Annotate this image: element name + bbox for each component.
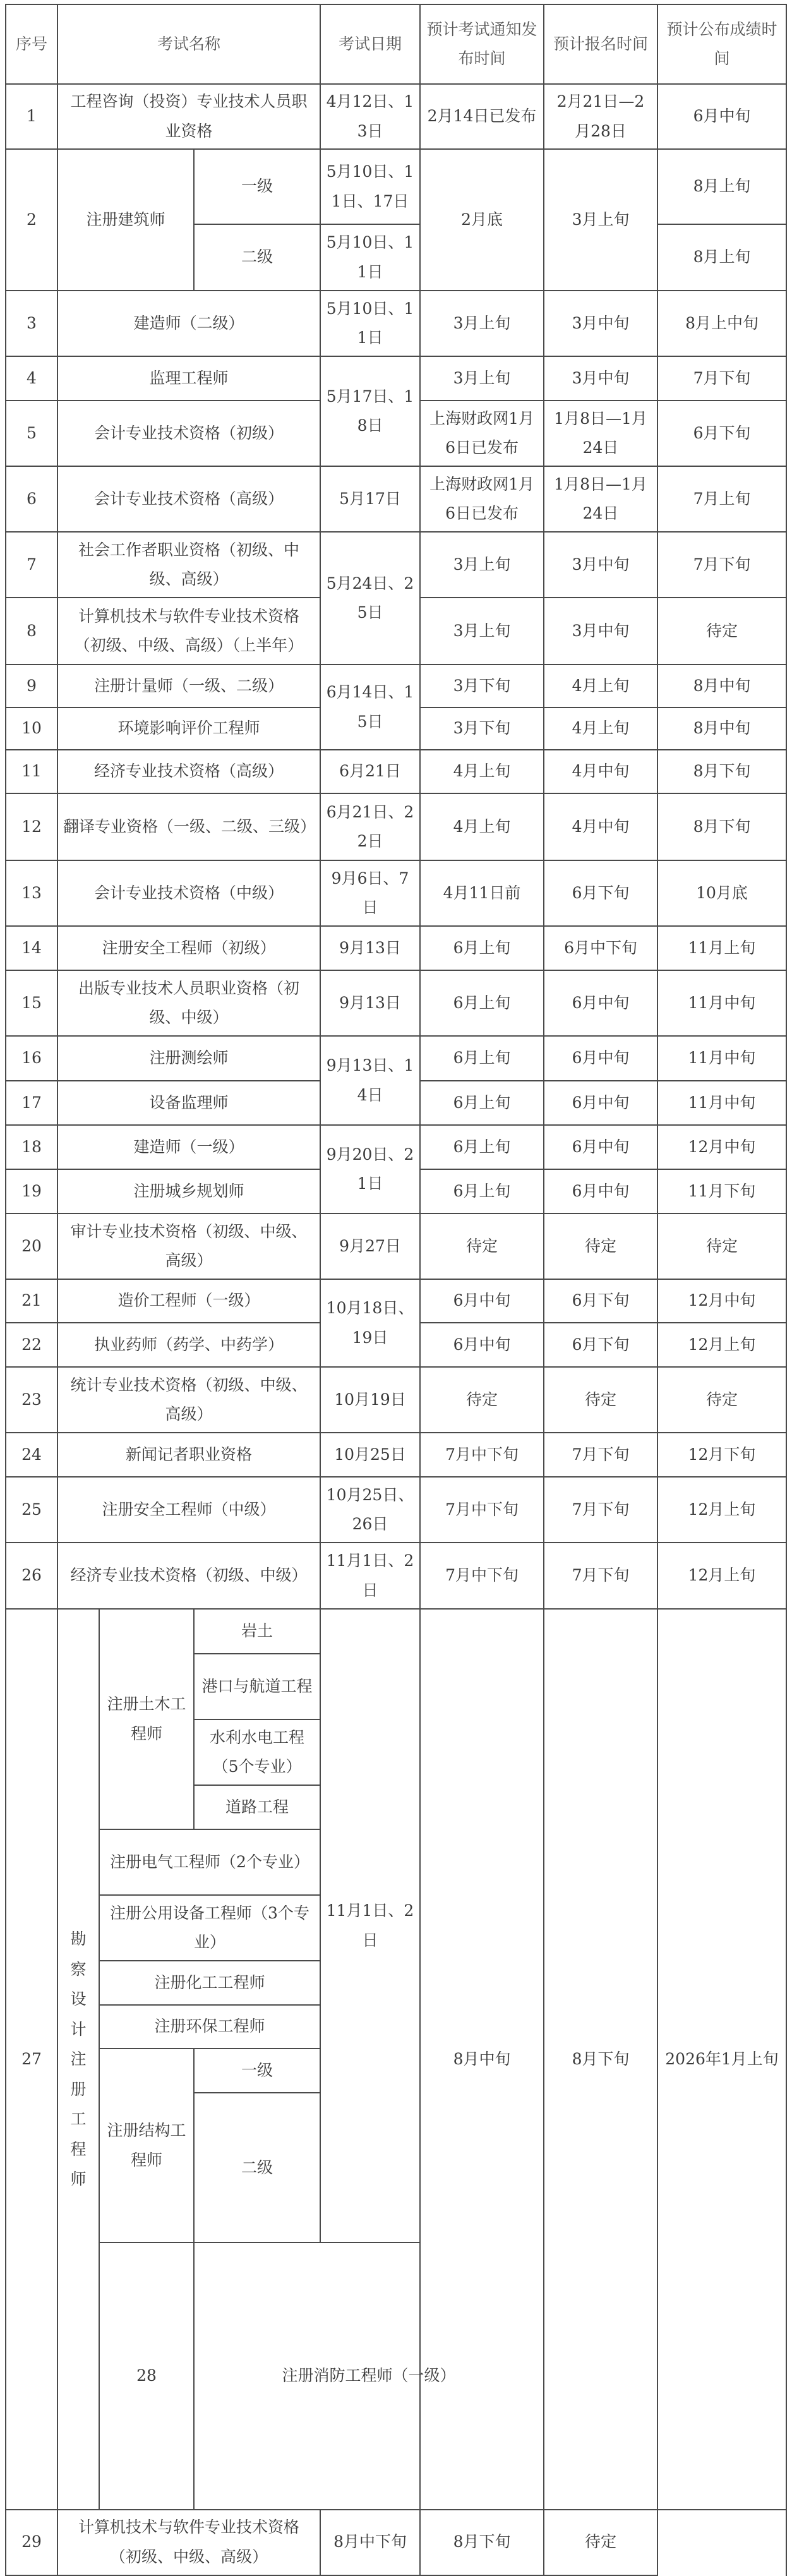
table-row xyxy=(6,291,786,356)
row-no: 29 xyxy=(6,2510,57,2575)
exam-date: 10月25日、26日 xyxy=(320,1477,420,1543)
notice-time: 3月上旬 xyxy=(420,291,544,356)
table-row xyxy=(6,2510,786,2575)
exam-date: 11月1日、2日 xyxy=(320,1543,420,1609)
notice-time: 8月中下旬 xyxy=(320,2510,420,2575)
notice-time: 6月上旬 xyxy=(420,926,544,970)
register-time: 2月21日—2月28日 xyxy=(544,84,657,149)
register-time: 6月中旬 xyxy=(544,1125,657,1169)
result-time: 8月下旬 xyxy=(657,793,786,860)
row-no: 18 xyxy=(6,1125,57,1169)
result-time: 12月中旬 xyxy=(657,1125,786,1169)
exam-name: 计算机技术与软件专业技术资格（初级、中级、高级）（上半年） xyxy=(57,598,320,665)
table-row xyxy=(6,1433,786,1477)
notice-time: 8月中旬 xyxy=(420,1609,544,2510)
row-no: 7 xyxy=(6,532,57,598)
exam-subtype: 一级 xyxy=(194,149,320,224)
result-time: 12月上旬 xyxy=(657,1323,786,1367)
notice-time: 2月底 xyxy=(420,149,544,291)
table-row xyxy=(6,793,786,860)
exam-name: 注册电气工程师（2个专业） xyxy=(99,1829,320,1895)
register-time: 4月中旬 xyxy=(544,750,657,793)
result-time: 8月上中旬 xyxy=(657,291,786,356)
exam-name: 注册城乡规划师 xyxy=(57,1169,320,1213)
result-time: 7月下旬 xyxy=(657,356,786,400)
result-time: 12月上旬 xyxy=(657,1477,786,1543)
result-time: 7月下旬 xyxy=(657,532,786,598)
result-time: 待定 xyxy=(657,1367,786,1433)
exam-name: 建造师（一级） xyxy=(57,1125,320,1169)
result-time: 11月中旬 xyxy=(657,970,786,1036)
row-no: 9 xyxy=(6,665,57,707)
row-no: 16 xyxy=(6,1036,57,1081)
notice-time: 6月上旬 xyxy=(420,970,544,1036)
table-row xyxy=(6,665,786,707)
exam-date: 5月10日、11日、17日 xyxy=(320,149,420,224)
exam-date: 6月21日 xyxy=(320,750,420,793)
result-time: 6月中旬 xyxy=(657,84,786,149)
header-notice: 预计考试通知发布时间 xyxy=(420,4,544,84)
row-no: 14 xyxy=(6,926,57,970)
header-result: 预计公布成绩时间 xyxy=(657,4,786,84)
notice-time: 3月上旬 xyxy=(420,356,544,400)
exam-date: 9月27日 xyxy=(320,1213,420,1279)
result-time: 8月上旬 xyxy=(657,224,786,291)
exam-group-label: 勘察设计注册工程师 xyxy=(70,1930,87,2188)
exam-name: 会计专业技术资格（初级） xyxy=(57,400,320,466)
exam-name: 审计专业技术资格（初级、中级、高级） xyxy=(57,1213,320,1279)
exam-name: 注册土木工程师 xyxy=(99,1609,194,1829)
exam-name: 工程咨询（投资）专业技术人员职业资格 xyxy=(57,84,320,149)
table-row xyxy=(6,1125,786,1169)
result-time: 待定 xyxy=(657,598,786,665)
header-name: 考试名称 xyxy=(57,4,320,84)
exam-name: 设备监理师 xyxy=(57,1081,320,1125)
register-time: 6月下旬 xyxy=(544,1323,657,1367)
notice-time: 4月11日前 xyxy=(420,860,544,926)
result-time: 8月下旬 xyxy=(657,750,786,793)
notice-time: 6月中旬 xyxy=(420,1279,544,1323)
result-time: 待定 xyxy=(657,1213,786,1279)
result-time: 12月下旬 xyxy=(657,1433,786,1477)
row-no: 3 xyxy=(6,291,57,356)
register-time: 6月中旬 xyxy=(544,1081,657,1125)
notice-time: 待定 xyxy=(420,1367,544,1433)
table-row xyxy=(6,860,786,926)
table-row xyxy=(6,1477,786,1543)
result-time: 12月上旬 xyxy=(657,1543,786,1609)
result-time: 11月中旬 xyxy=(657,1081,786,1125)
register-time: 3月中旬 xyxy=(544,356,657,400)
table-row xyxy=(6,1367,786,1433)
header-row xyxy=(6,4,786,84)
exam-name: 注册环保工程师 xyxy=(99,2005,320,2049)
table-row xyxy=(6,970,786,1036)
row-no: 13 xyxy=(6,860,57,926)
result-time: 2026年1月上旬 xyxy=(657,1609,786,2510)
exam-date: 10月18日、19日 xyxy=(320,1279,420,1367)
result-time: 8月中旬 xyxy=(657,665,786,707)
table-row xyxy=(6,84,786,149)
exam-subtype: 水利水电工程（5个专业） xyxy=(194,1719,320,1785)
exam-date: 6月14日、15日 xyxy=(320,665,420,750)
notice-time: 3月下旬 xyxy=(420,707,544,750)
row-no: 28 xyxy=(99,2242,194,2509)
register-time: 6月中旬 xyxy=(544,1169,657,1213)
notice-time: 上海财政网1月6日已发布 xyxy=(420,400,544,466)
notice-time: 3月上旬 xyxy=(420,532,544,598)
exam-name: 经济专业技术资格（高级） xyxy=(57,750,320,793)
notice-time: 7月中下旬 xyxy=(420,1477,544,1543)
exam-name: 会计专业技术资格（高级） xyxy=(57,466,320,532)
register-time: 8月下旬 xyxy=(420,2510,544,2575)
register-time: 3月上旬 xyxy=(544,149,657,291)
row-no: 8 xyxy=(6,598,57,665)
exam-date: 5月17日 xyxy=(320,466,420,532)
table-row xyxy=(6,532,786,598)
exam-date: 9月13日、14日 xyxy=(320,1036,420,1125)
exam-date: 9月20日、21日 xyxy=(320,1125,420,1213)
register-time: 6月中旬 xyxy=(544,970,657,1036)
exam-name: 注册公用设备工程师（3个专业） xyxy=(99,1895,320,1961)
notice-time: 4月上旬 xyxy=(420,793,544,860)
register-time: 4月中旬 xyxy=(544,793,657,860)
register-time: 待定 xyxy=(544,1213,657,1279)
exam-name: 执业药师（药学、中药学） xyxy=(57,1323,320,1367)
register-time: 7月下旬 xyxy=(544,1477,657,1543)
row-no: 2 xyxy=(6,149,57,291)
row-no: 24 xyxy=(6,1433,57,1477)
exam-name: 出版专业技术人员职业资格（初级、中级） xyxy=(57,970,320,1036)
exam-name: 翻译专业资格（一级、二级、三级） xyxy=(57,793,320,860)
exam-name: 注册计量师（一级、二级） xyxy=(57,665,320,707)
row-no: 23 xyxy=(6,1367,57,1433)
row-no: 12 xyxy=(6,793,57,860)
exam-name: 会计专业技术资格（中级） xyxy=(57,860,320,926)
exam-name: 监理工程师 xyxy=(57,356,320,400)
result-time: 10月底 xyxy=(657,860,786,926)
notice-time: 4月上旬 xyxy=(420,750,544,793)
notice-time: 7月中下旬 xyxy=(420,1433,544,1477)
notice-time: 3月上旬 xyxy=(420,598,544,665)
row-no: 21 xyxy=(6,1279,57,1323)
exam-date: 4月12日、13日 xyxy=(320,84,420,149)
exam-date: 5月10日、11日 xyxy=(320,224,420,291)
table-row xyxy=(6,750,786,793)
exam-date: 5月24日、25日 xyxy=(320,532,420,665)
notice-time: 2月14日已发布 xyxy=(420,84,544,149)
register-time: 7月下旬 xyxy=(544,1543,657,1609)
table-row xyxy=(6,1213,786,1279)
row-no: 15 xyxy=(6,970,57,1036)
exam-subtype: 道路工程 xyxy=(194,1785,320,1829)
exam-name: 造价工程师（一级） xyxy=(57,1279,320,1323)
register-time: 6月中下旬 xyxy=(544,926,657,970)
row-no: 22 xyxy=(6,1323,57,1367)
row-no: 20 xyxy=(6,1213,57,1279)
register-time: 6月下旬 xyxy=(544,1279,657,1323)
exam-schedule-table xyxy=(5,4,787,2576)
exam-subtype: 二级 xyxy=(194,224,320,291)
register-time: 3月中旬 xyxy=(544,532,657,598)
notice-time: 7月中下旬 xyxy=(420,1543,544,1609)
notice-time: 上海财政网1月6日已发布 xyxy=(420,466,544,532)
exam-name: 注册测绘师 xyxy=(57,1036,320,1081)
register-time: 1月8日—1月24日 xyxy=(544,400,657,466)
exam-name: 注册建筑师 xyxy=(57,149,194,291)
result-time: 11月下旬 xyxy=(657,1169,786,1213)
exam-name: 计算机技术与软件专业技术资格（初级、中级、高级） xyxy=(57,2510,320,2575)
register-time: 1月8日—1月24日 xyxy=(544,466,657,532)
exam-subtype: 岩土 xyxy=(194,1609,320,1654)
result-time: 8月中旬 xyxy=(657,707,786,750)
notice-time: 3月下旬 xyxy=(420,665,544,707)
table-row xyxy=(6,149,786,224)
register-time: 4月上旬 xyxy=(544,707,657,750)
register-time: 4月上旬 xyxy=(544,665,657,707)
result-time: 7月上旬 xyxy=(657,466,786,532)
result-time: 8月上旬 xyxy=(657,149,786,224)
register-time: 7月下旬 xyxy=(544,1433,657,1477)
notice-time: 6月中旬 xyxy=(420,1323,544,1367)
row-no: 11 xyxy=(6,750,57,793)
notice-time: 6月上旬 xyxy=(420,1081,544,1125)
register-time: 6月中旬 xyxy=(544,1036,657,1081)
exam-group-name xyxy=(57,1609,99,2510)
table-row xyxy=(6,926,786,970)
row-no: 17 xyxy=(6,1081,57,1125)
table-row xyxy=(6,1036,786,1081)
notice-time: 6月上旬 xyxy=(420,1169,544,1213)
register-time: 3月中旬 xyxy=(544,598,657,665)
notice-time: 6月上旬 xyxy=(420,1125,544,1169)
exam-subtype: 港口与航道工程 xyxy=(194,1654,320,1719)
exam-name: 注册安全工程师（中级） xyxy=(57,1477,320,1543)
exam-date: 5月10日、11日 xyxy=(320,291,420,356)
exam-date: 9月13日 xyxy=(320,926,420,970)
row-no: 4 xyxy=(6,356,57,400)
result-time: 6月下旬 xyxy=(657,400,786,466)
exam-date: 10月25日 xyxy=(320,1433,420,1477)
exam-name: 注册化工工程师 xyxy=(99,1961,320,2005)
register-time: 6月下旬 xyxy=(544,860,657,926)
exam-date: 10月19日 xyxy=(320,1367,420,1433)
exam-date: 9月13日 xyxy=(320,970,420,1036)
exam-name: 注册消防工程师（一级） xyxy=(194,2242,544,2509)
exam-name: 统计专业技术资格（初级、中级、高级） xyxy=(57,1367,320,1433)
exam-subtype: 二级 xyxy=(194,2093,320,2242)
table-row xyxy=(6,466,786,532)
notice-time: 待定 xyxy=(420,1213,544,1279)
result-time: 11月中旬 xyxy=(657,1036,786,1081)
row-no: 5 xyxy=(6,400,57,466)
notice-time: 6月上旬 xyxy=(420,1036,544,1081)
row-no: 25 xyxy=(6,1477,57,1543)
exam-date: 5月17日、18日 xyxy=(320,356,420,466)
row-no: 10 xyxy=(6,707,57,750)
header-date: 考试日期 xyxy=(320,4,420,84)
exam-name: 经济专业技术资格（初级、中级） xyxy=(57,1543,320,1609)
table-row xyxy=(6,1279,786,1323)
row-no: 19 xyxy=(6,1169,57,1213)
exam-name: 注册安全工程师（初级） xyxy=(57,926,320,970)
register-time: 待定 xyxy=(544,1367,657,1433)
header-no: 序号 xyxy=(6,4,57,84)
exam-date: 9月6日、7日 xyxy=(320,860,420,926)
row-no: 27 xyxy=(6,1609,57,2510)
result-time: 待定 xyxy=(544,2510,657,2575)
exam-name: 环境影响评价工程师 xyxy=(57,707,320,750)
exam-name: 社会工作者职业资格（初级、中级、高级） xyxy=(57,532,320,598)
exam-date: 11月1日、2日 xyxy=(320,1609,420,2242)
register-time: 8月下旬 xyxy=(544,1609,657,2510)
table-row xyxy=(6,356,786,400)
exam-subtype: 一级 xyxy=(194,2049,320,2093)
result-time: 12月中旬 xyxy=(657,1279,786,1323)
row-no: 26 xyxy=(6,1543,57,1609)
result-time: 11月上旬 xyxy=(657,926,786,970)
exam-name: 建造师（二级） xyxy=(57,291,320,356)
exam-date: 6月21日、22日 xyxy=(320,793,420,860)
exam-name: 新闻记者职业资格 xyxy=(57,1433,320,1477)
exam-name: 注册结构工程师 xyxy=(99,2049,194,2242)
header-register: 预计报名时间 xyxy=(544,4,657,84)
table-row xyxy=(6,1609,786,1654)
row-no: 1 xyxy=(6,84,57,149)
register-time: 3月中旬 xyxy=(544,291,657,356)
table-row xyxy=(6,1543,786,1609)
row-no: 6 xyxy=(6,466,57,532)
